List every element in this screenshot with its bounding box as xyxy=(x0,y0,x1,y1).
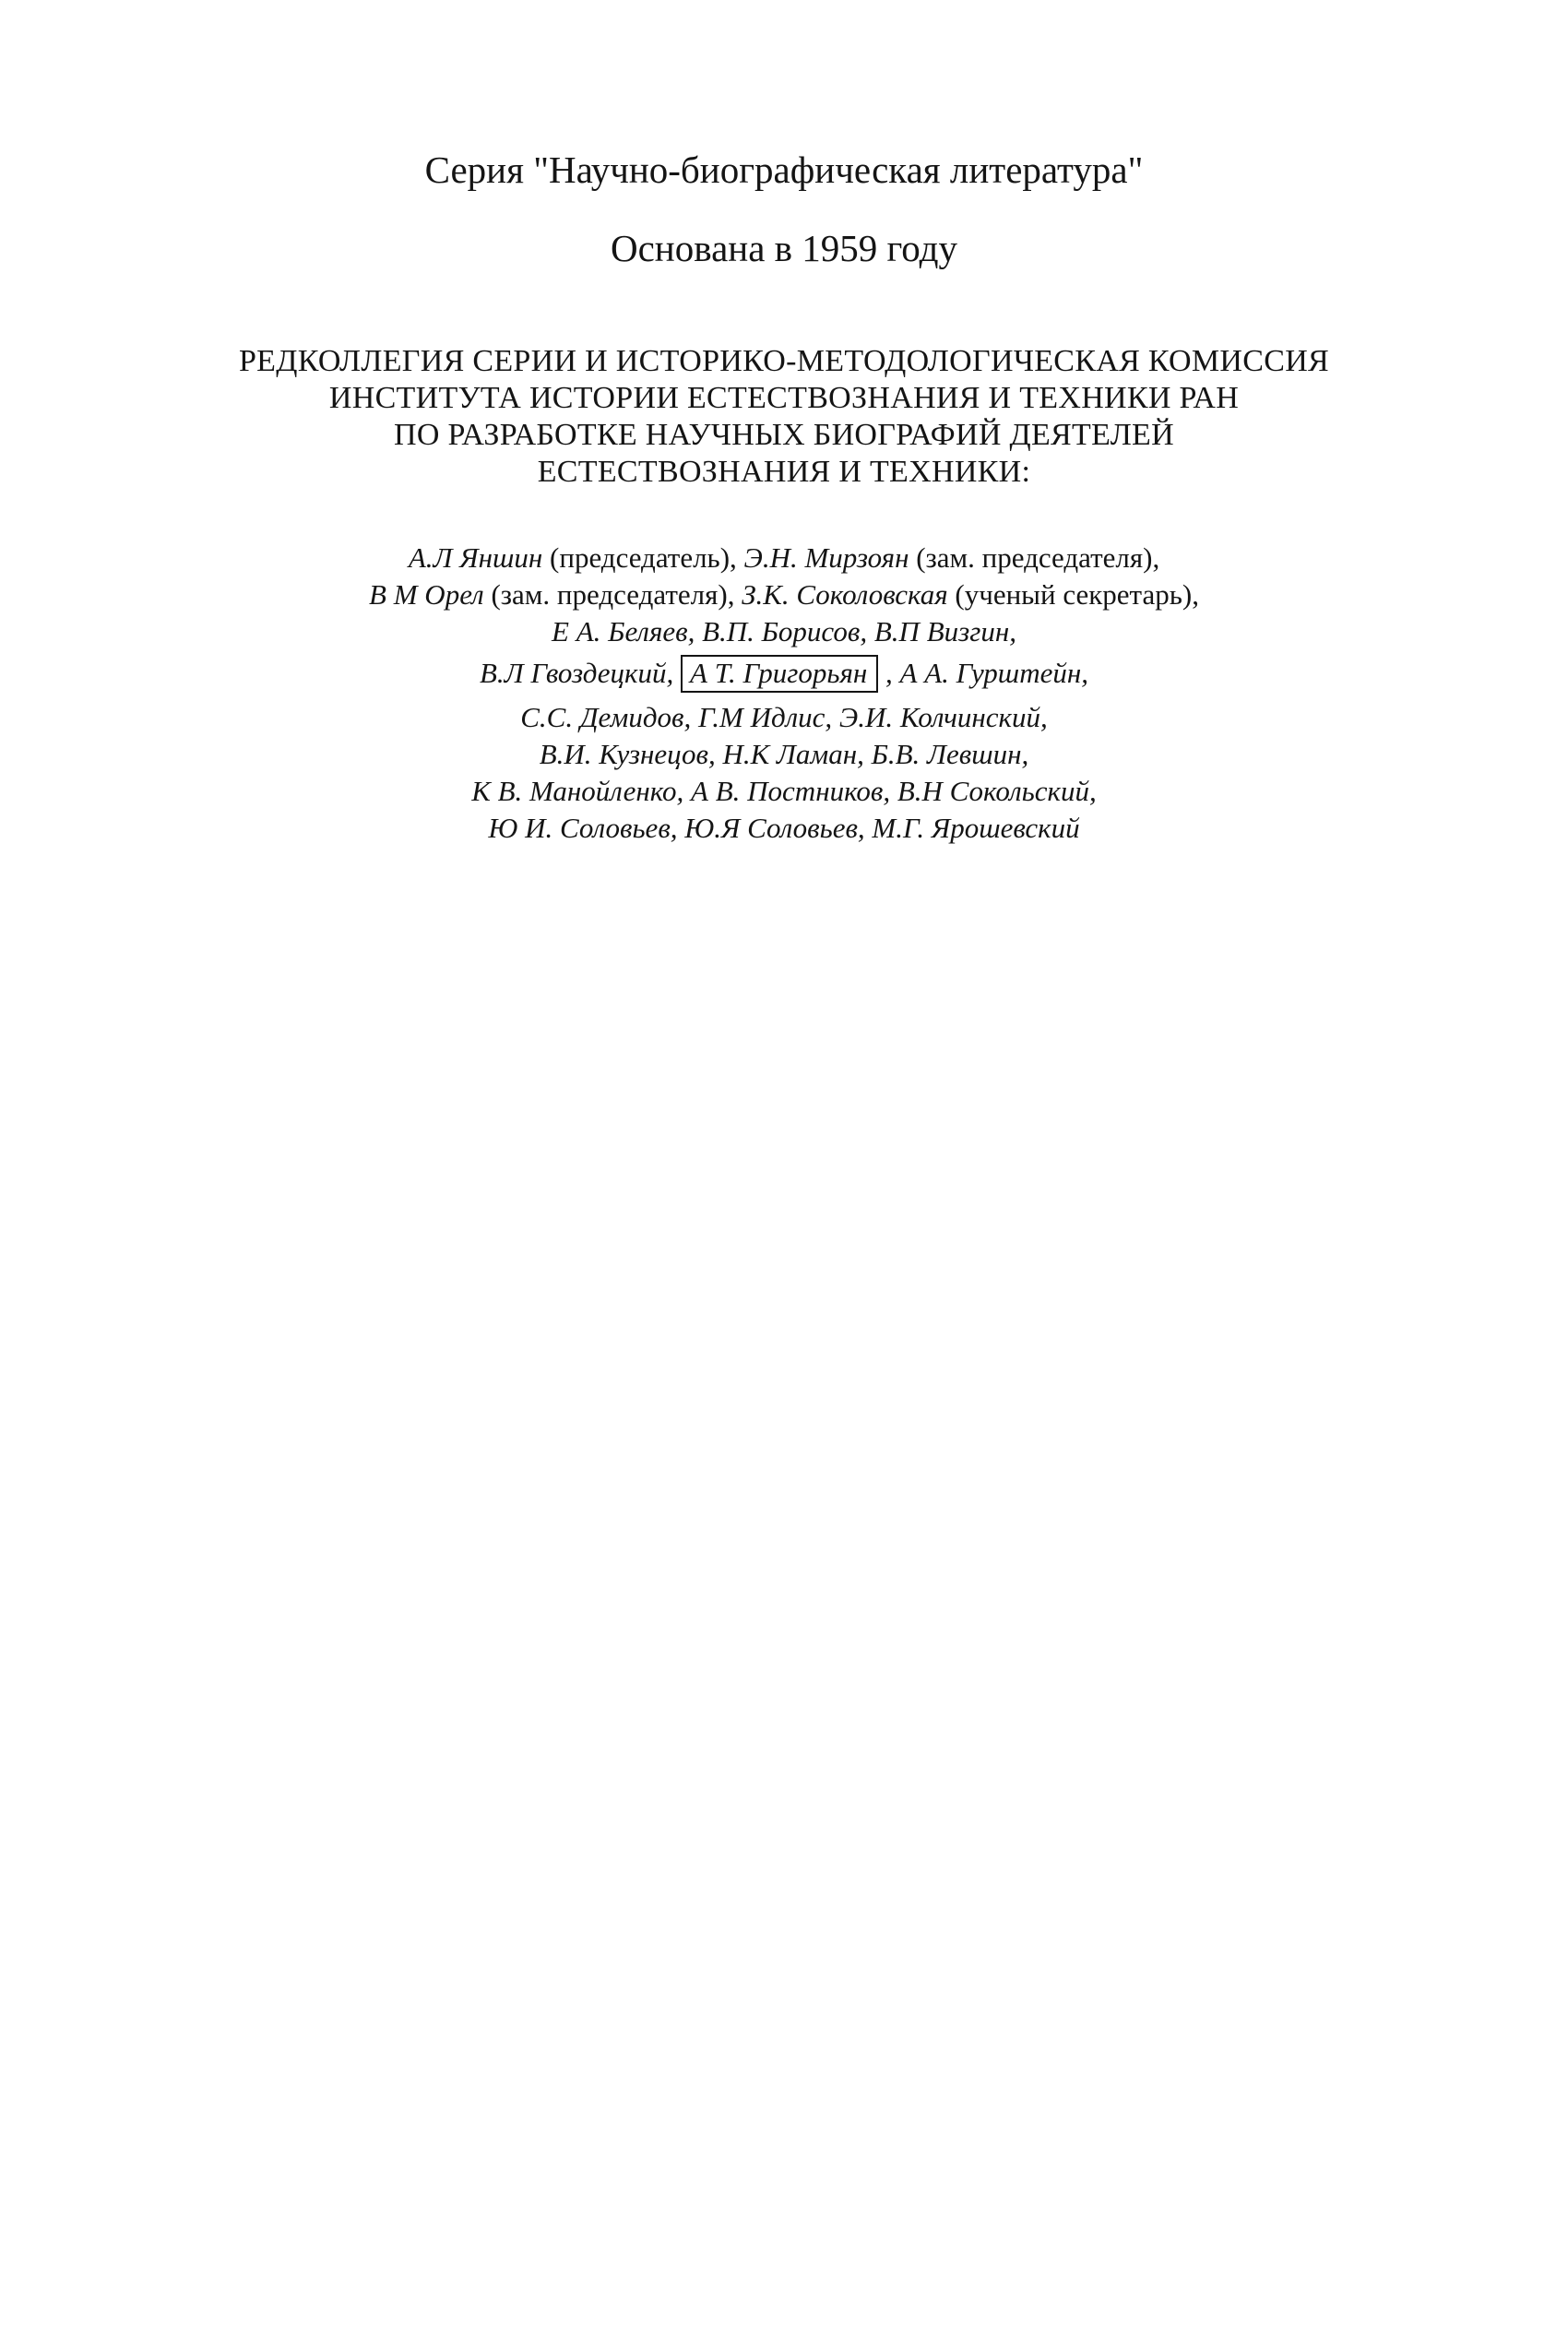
series-founded: Основана в 1959 году xyxy=(611,227,957,269)
heading-line: ИНСТИТУТА ИСТОРИИ ЕСТЕСТВОЗНАНИЯ И ТЕХНИКИ РАН xyxy=(328,381,1240,415)
members-line xyxy=(0,540,1568,576)
member-role: (председатель), xyxy=(542,541,744,574)
members-line: С.С. Демидов, Г.М Идлис, Э.И. Колчинский, xyxy=(520,701,1048,733)
member-role: (ученый секретарь), xyxy=(947,578,1199,611)
boxed-member-name: А Т. Григорьян xyxy=(681,655,878,693)
heading-line: ПО РАЗРАБОТКЕ НАУЧНЫХ БИОГРАФИЙ ДЕЯТЕЛЕЙ xyxy=(394,418,1174,452)
member-name: Э.Н. Мирзоян xyxy=(743,541,909,574)
series-title: Серия "Научно-биографическая литература" xyxy=(424,148,1144,191)
heading-line: РЕДКОЛЛЕГИЯ СЕРИИ И ИСТОРИКО-МЕТОДОЛОГИЧЕСКАЯ КОМИССИЯ xyxy=(238,344,1330,378)
members-line: К В. Манойленко, А В. Постников, В.Н Сокольский, xyxy=(471,775,1097,807)
member-name: З.К. Соколовская xyxy=(742,578,948,611)
member-name: , А А. Гурштейн, xyxy=(878,657,1088,689)
member-name: В М Орел xyxy=(369,578,484,611)
member-name: А.Л Яншин xyxy=(408,541,543,574)
members-line: В.И. Кузнецов, Н.К Ламан, Б.В. Левшин, xyxy=(539,738,1029,770)
heading-line: ЕСТЕСТВОЗНАНИЯ И ТЕХНИКИ: xyxy=(537,455,1031,489)
member-name: В.Л Гвоздецкий, xyxy=(480,657,682,689)
members-line: Ю И. Соловьев, Ю.Я Соловьев, М.Г. Ярошевский xyxy=(488,812,1080,844)
members-line xyxy=(0,576,1568,613)
member-role: (зам. председателя), xyxy=(483,578,742,611)
board-members-list xyxy=(0,540,1568,847)
members-line: Е А. Беляев, В.П. Борисов, В.П Визгин, xyxy=(552,615,1016,647)
editorial-board-heading xyxy=(0,343,1568,491)
member-role: (зам. председателя), xyxy=(909,541,1160,574)
members-line xyxy=(0,655,1568,692)
